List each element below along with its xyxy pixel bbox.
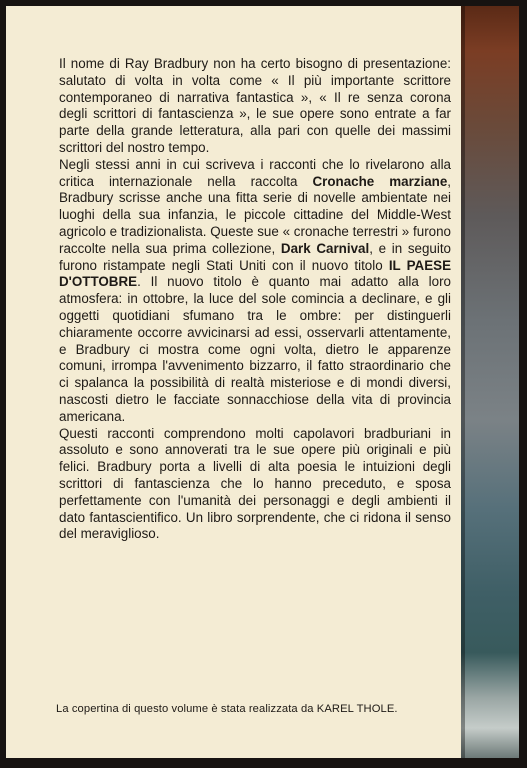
blurb-paragraph xyxy=(59,157,451,426)
spine-shadow xyxy=(461,6,465,758)
text-run: Negli stessi anni in cui scriveva i racconti che lo rivelarono alla critica internazionale nella raccolta xyxy=(59,156,451,189)
title-emphasis: Cronache marziane xyxy=(312,173,448,189)
text-run: , Bradbury scrisse anche una fitta serie di novelle ambientate nei luoghi della sua infanzia, le piccole cittadine del Middle-West agricolo e tradizionalista. Queste sue « cronache terrestri » furono raccolte nella sua prima collezione, xyxy=(59,173,452,256)
text-run: , e in seguito furono ristampate negli Stati Uniti con il nuovo titolo xyxy=(59,240,451,273)
text-run: Il nome di Ray Bradbury non ha certo bisogno di presentazione: salutato di volta in volta come « Il più importante scrittore contemporaneo di narrativa fantastica », « Il re senza corona degli scrittori di fantascienza », le sue opere sono entrate a far parte della grande letteratura, alla pari con quelle dei massimi scrittori del nostro tempo. xyxy=(59,56,451,155)
title-emphasis: Dark Carnival xyxy=(280,240,370,256)
text-run: . Il nuovo titolo è quanto mai adatto alla loro atmosfera: in ottobre, la luce del sole comincia a declinare, e gli oggetti quotidiani sfumano tra le ombre: per distinguerli chiaramente occorre avvicinarsi ad essi, osservarli attentamente, e Bradbury ci mostra come ogni volta, dietro le apparenze comuni, irrompa l'avvenimento bizzarro, il fatto straordinario che ci spalanca la possibilità di realtà misteriose e di mondi diversi, nascosti dietro le facciate sonnacchiose della vita di provincia americana. xyxy=(59,274,451,424)
cover-credit: La copertina di questo volume è stata realizzata da KAREL THOLE. xyxy=(56,703,398,715)
book-back-cover xyxy=(6,6,516,758)
blurb-paragraph xyxy=(59,56,451,157)
title-emphasis: IL PAESE D'OTTOBRE xyxy=(59,257,451,290)
blurb-paragraph xyxy=(59,426,451,544)
back-cover-page xyxy=(6,6,462,758)
text-run: Questi racconti comprendono molti capolavori bradburiani in assoluto e sono annoverati tra le sue opere più originali e più felici. Bradbury porta a livelli di alta poesia le intuizioni degli scrittori di fantascienza che lo hanno preceduto, e sposa perfettamente con l'umanità dei personaggi e degli ambienti il dato fantascientifico. Un libro sorprendente, che ci ridona il senso del meraviglioso. xyxy=(59,425,451,542)
cover-spine-art xyxy=(461,6,519,758)
blurb-text xyxy=(59,56,451,543)
